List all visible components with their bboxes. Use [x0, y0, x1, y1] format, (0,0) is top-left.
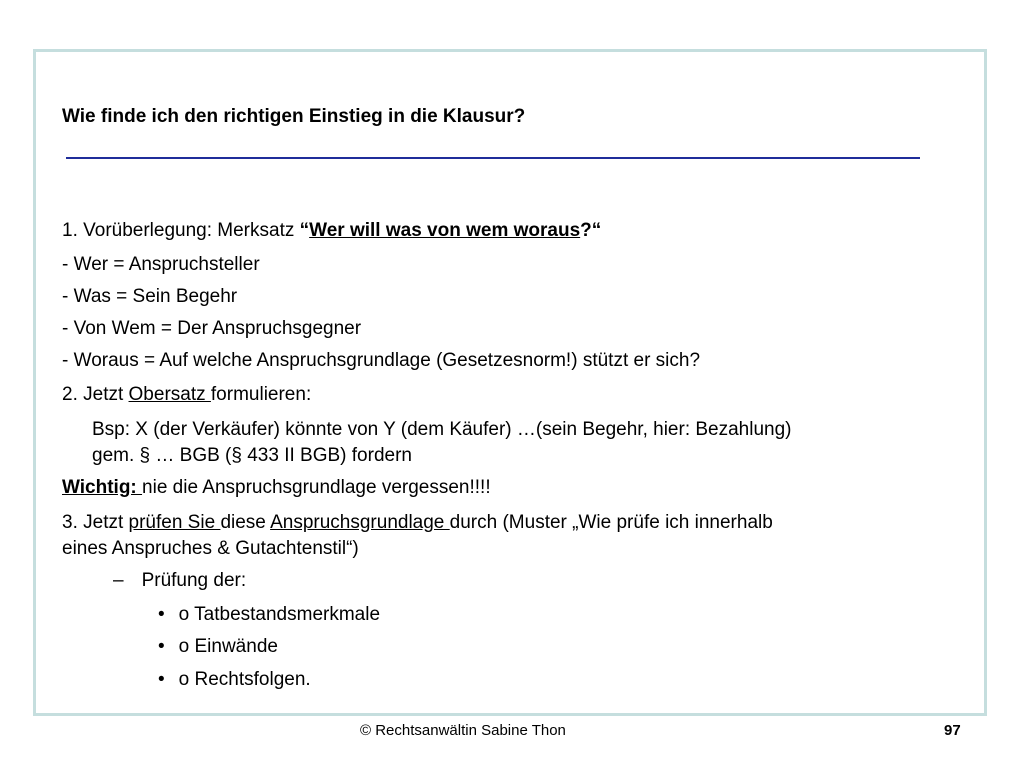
bullet-marker: •	[158, 669, 165, 690]
anspruchsgrundlage-term: Anspruchsgrundlage	[270, 512, 450, 533]
line-wer: - Wer = Anspruchsteller	[62, 254, 260, 275]
bullet-tatbestandsmerkmale	[158, 602, 380, 628]
bullet-marker: •	[158, 636, 165, 657]
line-pruefung-der	[113, 568, 246, 594]
line-von-wem: - Von Wem = Der Anspruchsgegner	[62, 318, 362, 339]
slide-title: Wie finde ich den richtigen Einstieg in die Klausur?	[62, 106, 526, 127]
bullet-marker: •	[158, 604, 165, 625]
pruefung-der-text: Prüfung der:	[141, 570, 247, 591]
line-was: - Was = Sein Begehr	[62, 286, 238, 307]
bullet-rechtsfolgen	[158, 667, 311, 693]
pruefen-mid: diese	[220, 512, 271, 533]
bullet-text: o Einwände	[178, 636, 278, 657]
title-underline	[66, 157, 920, 159]
quote-close: ?“	[580, 220, 602, 241]
wichtig-label: Wichtig:	[62, 477, 143, 498]
line-beispiel-2: gem. § … BGB (§ 433 II BGB) fordern	[92, 445, 412, 466]
slide-footer	[0, 722, 1024, 742]
obersatz-term: Obersatz	[128, 384, 211, 405]
merksatz-question: Wer will was von wem woraus	[309, 220, 581, 241]
line-pruefen-2: eines Anspruches & Gutachtenstil“)	[62, 538, 359, 559]
pruefen-prefix: 3. Jetzt	[62, 512, 129, 533]
bullet-text: o Rechtsfolgen.	[178, 669, 311, 690]
dash-marker: –	[113, 570, 124, 591]
line-wichtig	[62, 475, 491, 501]
obersatz-suffix: formulieren:	[210, 384, 312, 405]
line-pruefen-1	[62, 510, 773, 536]
line-woraus: - Woraus = Auf welche Anspruchsgrundlage (Gesetzesnorm!) stützt er sich?	[62, 350, 701, 371]
line-merksatz	[62, 218, 601, 244]
bullet-einwaende	[158, 634, 278, 660]
pruefen-suffix: durch (Muster „Wie prüfe ich innerhalb	[449, 512, 773, 533]
line-beispiel-1: Bsp: X (der Verkäufer) könnte von Y (dem Käufer) …(sein Begehr, hier: Bezahlung)	[92, 419, 792, 440]
copyright-notice: © Rechtsanwältin Sabine Thon	[360, 722, 566, 739]
wichtig-text: nie die Anspruchsgrundlage vergessen!!!!	[142, 477, 491, 498]
page-number: 97	[944, 722, 961, 739]
bullet-text: o Tatbestandsmerkmale	[178, 604, 381, 625]
line-obersatz	[62, 382, 311, 408]
pruefen-term: prüfen Sie	[128, 512, 221, 533]
quote-open: “	[299, 220, 310, 241]
obersatz-prefix: 2. Jetzt	[62, 384, 129, 405]
merksatz-prefix: 1. Vorüberlegung: Merksatz	[62, 220, 300, 241]
